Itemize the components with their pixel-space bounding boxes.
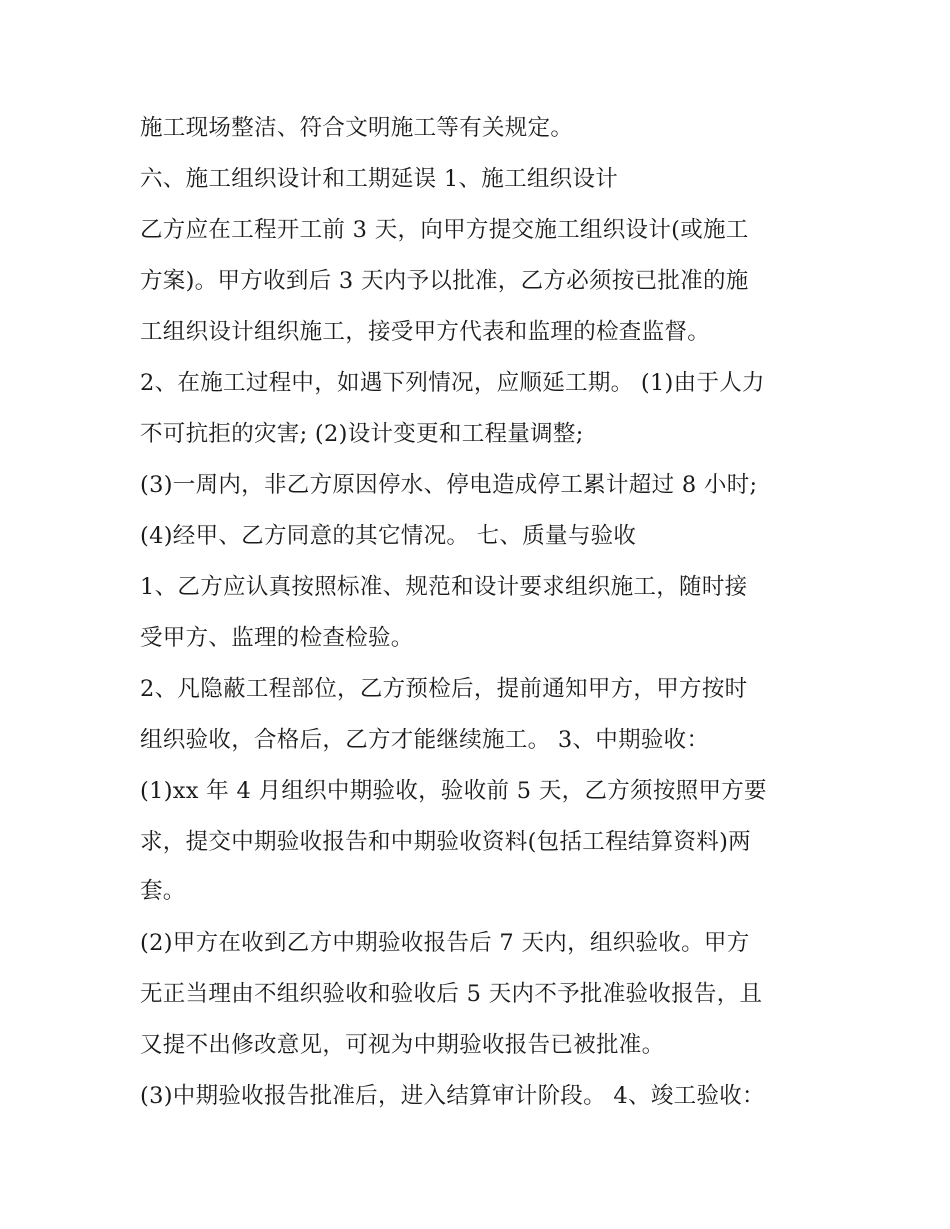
text-line: 方案)。甲方收到后 3 天内予以批准，乙方必须按已批准的施 [140, 268, 749, 294]
text-line: (1)xx 年 4 月组织中期验收，验收前 5 天，乙方须按照甲方要 [140, 778, 767, 804]
text-line: (4)经甲、乙方同意的其它情况。 七、质量与验收 [140, 523, 637, 549]
text-line: 2、在施工过程中，如遇下列情况，应顺延工期。 (1)由于人力 [140, 370, 765, 396]
text-line: (2)甲方在收到乙方中期验收报告后 7 天内，组织验收。甲方 [140, 930, 750, 956]
text-line: 1、乙方应认真按照标准、规范和设计要求组织施工，随时接 [140, 574, 748, 600]
text-line: 又提不出修改意见，可视为中期验收报告已被批准。 [140, 1032, 665, 1058]
text-line: 无正当理由不组织验收和验收后 5 天内不予批准验收报告，且 [140, 981, 763, 1007]
text-line: 2、凡隐蔽工程部位，乙方预检后，提前通知甲方，甲方按时 [140, 676, 748, 702]
text-line: 工组织设计组织施工，接受甲方代表和监理的检查监督。 [140, 319, 711, 345]
text-line: 六、施工组织设计和工期延误 1、施工组织设计 [140, 166, 619, 192]
text-line: 套。 [140, 878, 186, 904]
text-line: (3)中期验收报告批准后，进入结算审计阶段。 4、竣工验收： [140, 1083, 765, 1109]
text-line: 组织验收，合格后，乙方才能继续施工。 3、中期验收： [140, 727, 710, 753]
text-line: 乙方应在工程开工前 3 天，向甲方提交施工组织设计(或施工 [140, 217, 749, 243]
text-line: 求，提交中期验收报告和中期验收资料(包括工程结算资料)两 [140, 829, 751, 855]
text-line: 受甲方、监理的检查检验。 [140, 625, 414, 651]
text-line: 不可抗拒的灾害; (2)设计变更和工程量调整; [140, 421, 584, 447]
text-line: (3)一周内，非乙方原因停水、停电造成停工累计超过 8 小时; [140, 472, 758, 498]
text-line: 施工现场整洁、符合文明施工等有关规定。 [140, 115, 574, 141]
